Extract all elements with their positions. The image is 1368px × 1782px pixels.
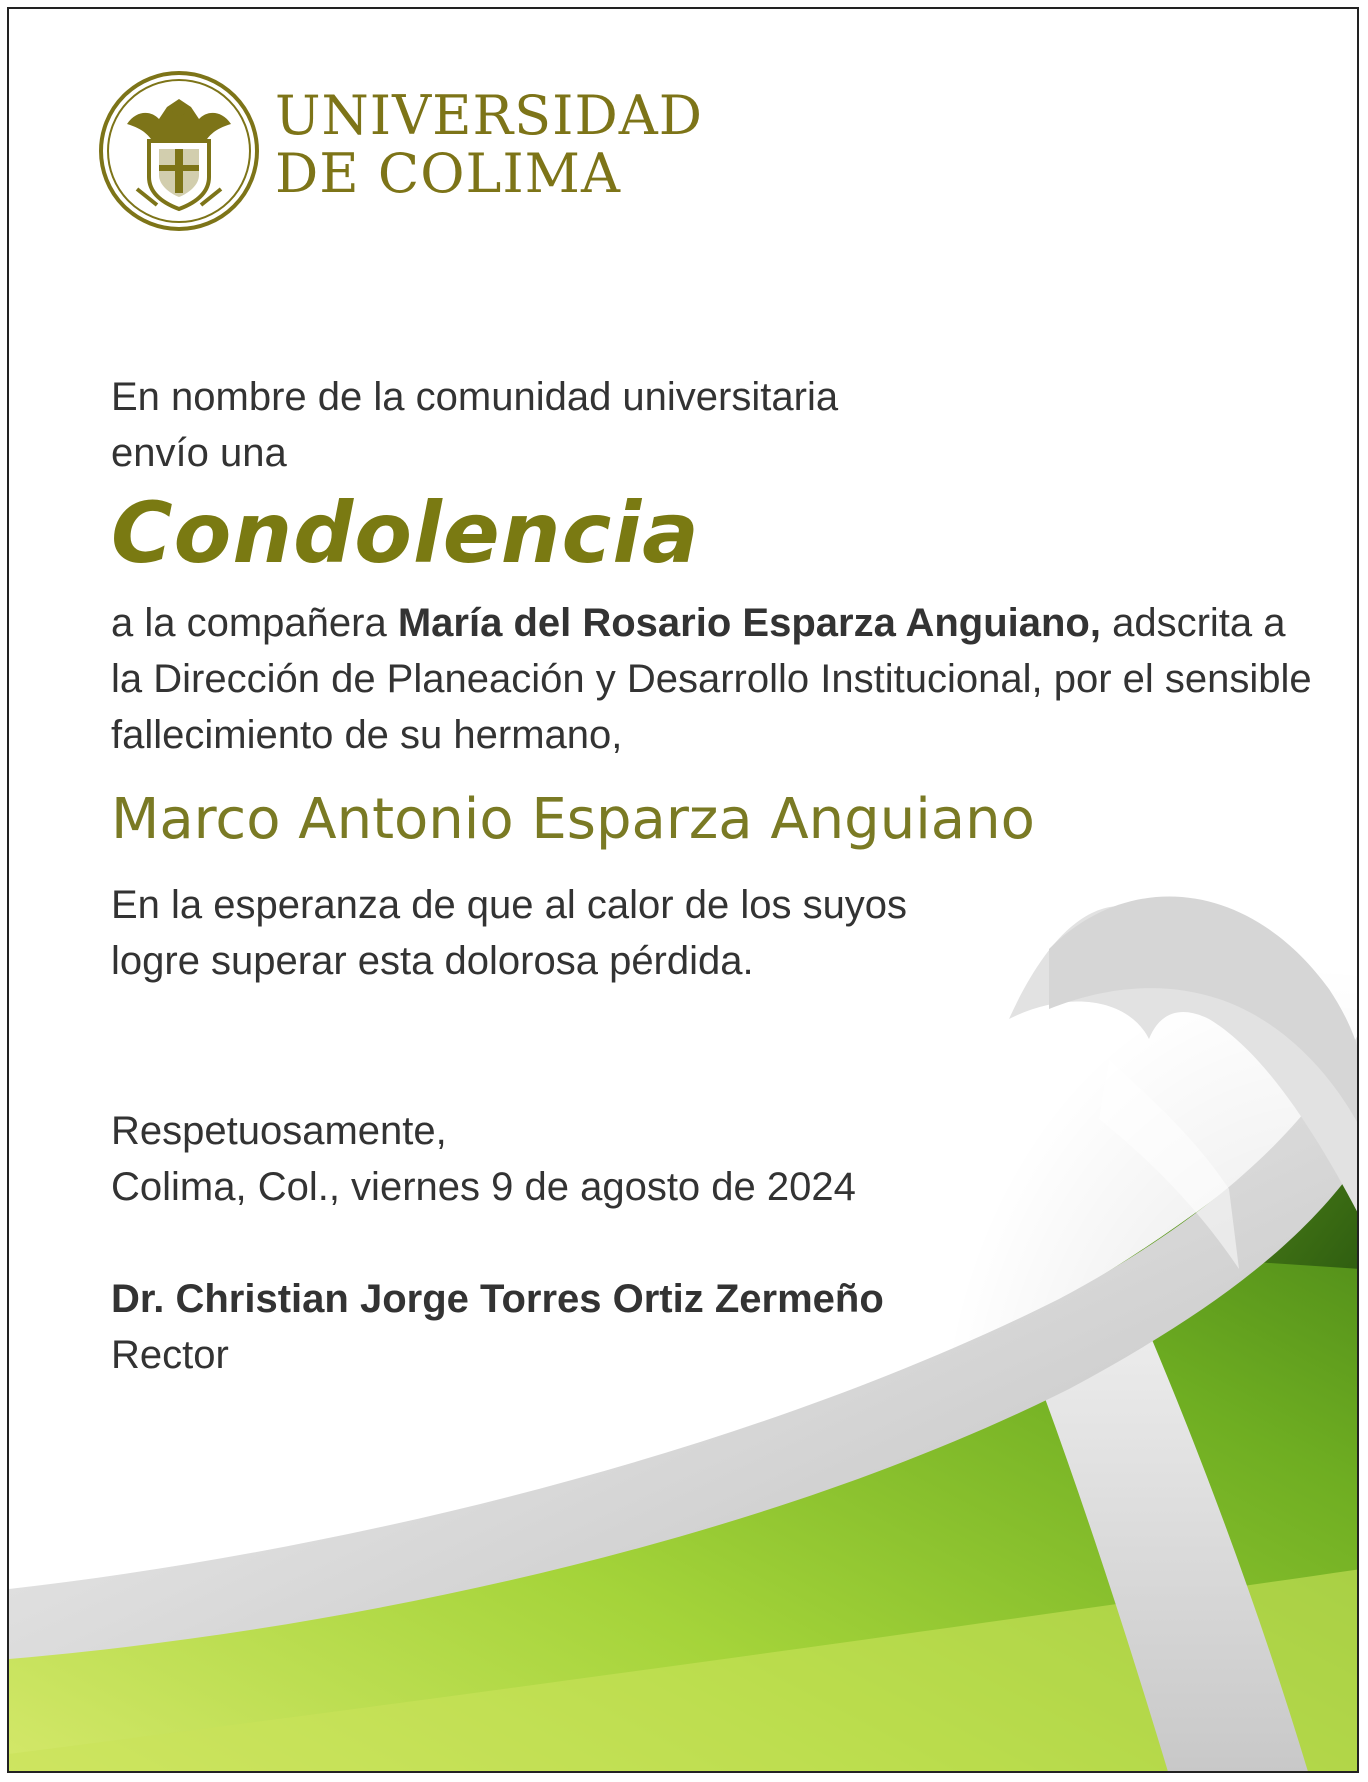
body-prefix: a la compañera (111, 601, 398, 645)
body-line3: fallecimiento de su hermano, (111, 713, 623, 757)
wordmark-line1: UNIVERSIDAD (275, 84, 704, 147)
body-line1 (111, 595, 1312, 651)
deceased-name: Marco Antonio Esparza Anguiano (111, 787, 1035, 852)
university-wordmark (275, 84, 704, 205)
signature-block (111, 1271, 884, 1383)
body-suffix: adscrita a (1100, 601, 1286, 645)
signer-name: Dr. Christian Jorge Torres Ortiz Zermeño (111, 1277, 884, 1321)
university-logo (97, 69, 704, 239)
page-title: Condolencia (111, 484, 700, 582)
wordmark-line2: DE COLIMA (275, 142, 621, 205)
intro-text (111, 369, 838, 481)
signer-role: Rector (111, 1333, 229, 1377)
hope-line2: logre superar esta dolorosa pérdida. (111, 939, 754, 983)
closing-line1: Respetuosamente, (111, 1109, 447, 1153)
colleague-name: María del Rosario Esparza Anguiano, (397, 601, 1101, 645)
hope-text (111, 877, 907, 989)
body-text (111, 595, 1312, 763)
intro-line1: En nombre de la comunidad universitaria (111, 375, 839, 419)
hope-line1: En la esperanza de que al calor de los suyos (111, 883, 908, 927)
condolence-card (7, 7, 1359, 1773)
closing-text (111, 1103, 856, 1215)
university-seal-icon (97, 69, 261, 233)
closing-date: Colima, Col., viernes 9 de agosto de 2024 (111, 1165, 856, 1209)
intro-line2: envío una (111, 431, 287, 475)
body-line2: la Dirección de Planeación y Desarrollo Institucional, por el sensible (111, 657, 1312, 701)
